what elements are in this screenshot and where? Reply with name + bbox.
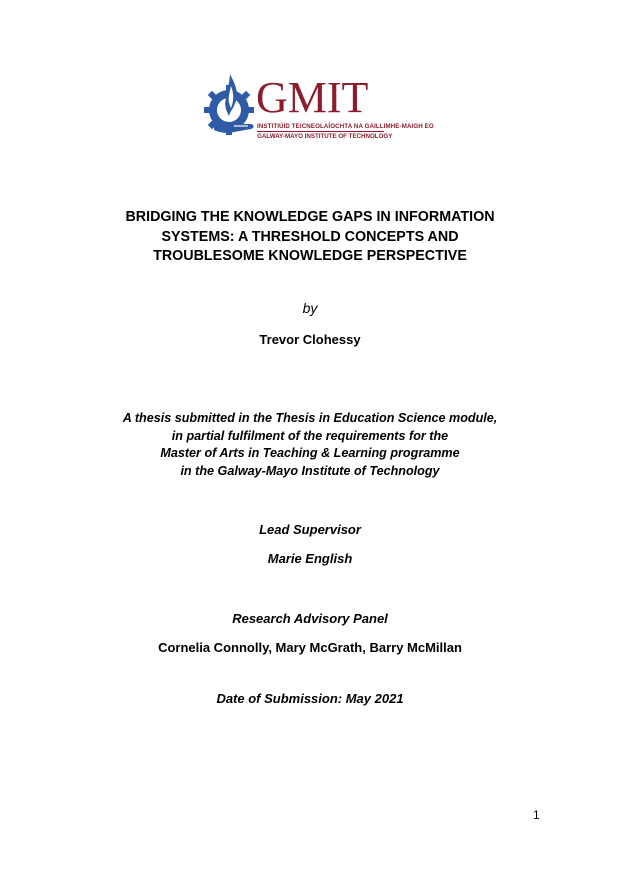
thesis-title-line: TROUBLESOME KNOWLEDGE PERSPECTIVE: [153, 248, 467, 264]
submission-line: in the Galway-Mayo Institute of Technology: [180, 463, 440, 478]
author-name: Trevor Clohessy: [259, 332, 361, 347]
advisory-panel-label: Research Advisory Panel: [232, 611, 388, 626]
submission-line: A thesis submitted in the Thesis in Education Science module,: [122, 411, 498, 425]
logo-english-name: GALWAY-MAYO INSTITUTE OF TECHNOLOGY: [257, 133, 393, 140]
lead-supervisor-label: Lead Supervisor: [259, 522, 361, 537]
logo-wordmark: GMIT: [256, 73, 369, 122]
submission-statement: [0, 410, 620, 480]
date-of-submission: Date of Submission: May 2021: [216, 691, 404, 706]
gmit-logo: [200, 72, 434, 147]
logo-divider: [257, 131, 384, 132]
logo-irish-name: INSTITIÚID TEICNEOLAÍOCHTA NA GAILLIMHE-MAIGH EO: [257, 123, 434, 130]
thesis-title: [0, 208, 620, 267]
gear-flame-hand-icon: [200, 72, 258, 144]
thesis-title-line: BRIDGING THE KNOWLEDGE GAPS IN INFORMATION: [125, 209, 495, 225]
by-label: by: [302, 300, 318, 316]
lead-supervisor-name: Marie English: [267, 551, 353, 566]
submission-line: in partial fulfilment of the requirements for the: [171, 428, 449, 443]
page-number: 1: [533, 808, 540, 822]
thesis-title-line: SYSTEMS: A THRESHOLD CONCEPTS AND: [161, 228, 459, 245]
advisory-panel-names: Cornelia Connolly, Mary McGrath, Barry McMillan: [158, 640, 462, 655]
submission-line: Master of Arts in Teaching & Learning programme: [160, 446, 460, 460]
